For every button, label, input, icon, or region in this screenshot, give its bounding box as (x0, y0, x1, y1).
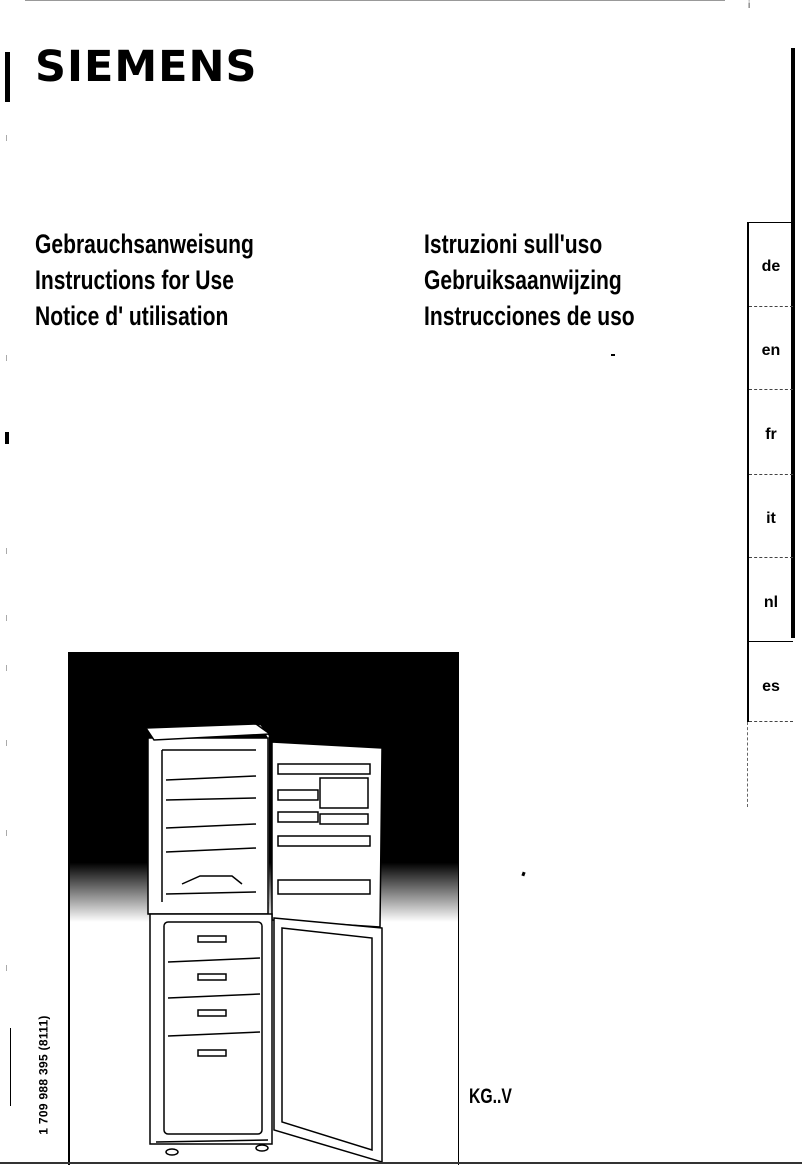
scan-mark: i (748, 0, 751, 11)
document-code-text: 1 709 988 395 (8111) (36, 1015, 51, 1135)
title-column-right (424, 226, 635, 334)
scan-top-edge (25, 0, 725, 1)
tab-fr[interactable]: fr (765, 426, 777, 443)
tab-it[interactable]: it (766, 510, 776, 527)
tab-nl[interactable]: nl (763, 594, 779, 611)
title-de: Gebrauchsanweisung (35, 229, 254, 259)
title-column-left (35, 226, 254, 334)
tab-tail-line (747, 722, 749, 807)
fridge-illustration (68, 652, 459, 1165)
title-fr: Notice d' utilisation (35, 301, 229, 331)
title-es: Instrucciones de uso (424, 301, 635, 331)
title-nl: Gebruiksaanwijzing (424, 265, 622, 295)
margin-rule (10, 1028, 11, 1106)
brand-accent-bar (5, 52, 10, 102)
margin-mark (5, 432, 9, 444)
document-code (30, 998, 51, 1153)
fridge-freezer-icon (70, 652, 458, 1165)
tab-es[interactable]: es (762, 678, 780, 695)
tab-en[interactable]: en (761, 342, 781, 359)
model-number: KG..V (469, 1085, 512, 1108)
stray-mark (521, 872, 525, 877)
stray-mark (611, 354, 615, 356)
title-en: Instructions for Use (35, 265, 234, 295)
title-it: Istruzioni sull'uso (424, 229, 603, 259)
scan-bottom-edge (0, 1162, 802, 1164)
brand-logo: SIEMENS (35, 42, 258, 92)
tab-de[interactable]: de (761, 258, 781, 275)
